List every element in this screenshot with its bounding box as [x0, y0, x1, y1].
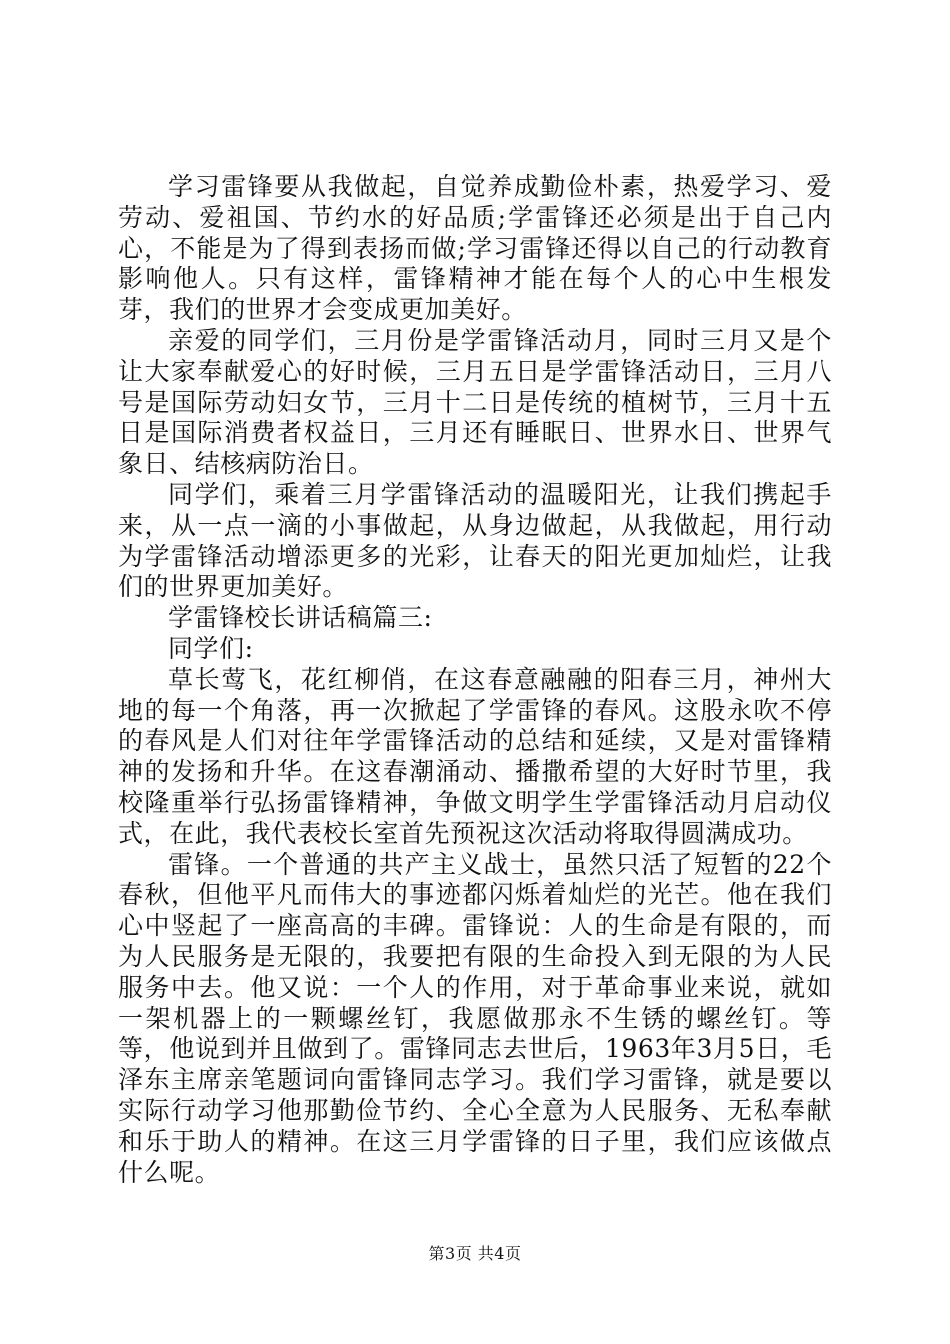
paragraph-4: 草长莺飞，花红柳俏，在这春意融融的阳春三月，神州大地的每一个角落，再一次掀起了学雷锋的春风。这股永吹不停的春风是人们对往年学雷锋活动的总结和延续，又是对雷锋精神的发扬和升华。在这春潮涌动、播撒希望的大好时节里，我校隆重举行弘扬雷锋精神，争做文明学生学雷锋活动月启动仪式，在此，我代表校长室首先预祝这次活动将取得圆满成功。: [118, 664, 832, 848]
paragraph-1: 学习雷锋要从我做起，自觉养成勤俭朴素，热爱学习、爱劳动、爱祖国、节约水的好品质;学雷锋还必须是出于自己内心，不能是为了得到表扬而做;学习雷锋还得以自己的行动教育影响他人。只有这样，雷锋精神才能在每个人的心中生根发芽，我们的世界才会变成更加美好。: [118, 172, 832, 325]
paragraph-5: 雷锋。一个普通的共产主义战士，虽然只活了短暂的22个春秋，但他平凡而伟大的事迹都闪烁着灿烂的光芒。他在我们心中竖起了一座高高的丰碑。雷锋说：人的生命是有限的，而为人民服务是无限的，我要把有限的生命投入到无限的为人民服务中去。他又说：一个人的作用，对于革命事业来说，就如一架机器上的一颗螺丝钉，我愿做那永不生锈的螺丝钉。等等，他说到并且做到了。雷锋同志去世后，1963年3月5日，毛泽东主席亲笔题词向雷锋同志学习。我们学习雷锋，就是要以实际行动学习他那勤俭节约、全心全意为人民服务、无私奉献和乐于助人的精神。在这三月学雷锋的日子里，我们应该做点什么呢。: [118, 849, 832, 1187]
paragraph-2: 亲爱的同学们，三月份是学雷锋活动月，同时三月又是个让大家奉献爱心的好时候，三月五日是学雷锋活动日，三月八号是国际劳动妇女节，三月十二日是传统的植树节，三月十五日是国际消费者权益日，三月还有睡眠日、世界水日、世界气象日、结核病防治日。: [118, 325, 832, 479]
paragraph-3: 同学们，乘着三月学雷锋活动的温暖阳光，让我们携起手来，从一点一滴的小事做起，从身边做起，从我做起，用行动为学雷锋活动增添更多的光彩，让春天的阳光更加灿烂，让我们的世界更加美好。: [118, 479, 832, 602]
page-number-footer: 第3页 共4页: [428, 1244, 522, 1263]
salutation: 同学们:: [168, 633, 254, 663]
section-heading: 学雷锋校长讲话稿篇三:: [168, 603, 433, 633]
document-body: [118, 172, 832, 1188]
